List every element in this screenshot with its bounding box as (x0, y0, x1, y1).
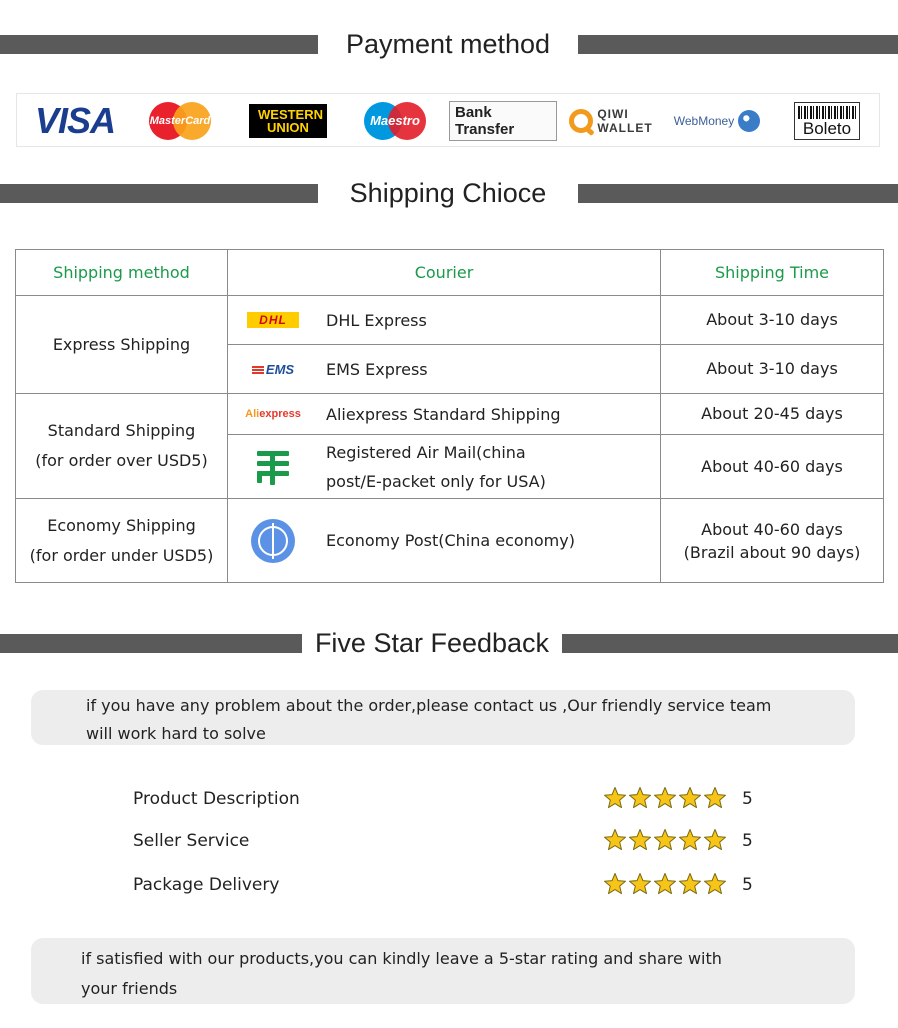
star-icon (628, 828, 652, 852)
air-mail-courier-name (318, 438, 660, 496)
shipping-choice-header (0, 173, 898, 213)
aliexpress-courier-cell (228, 394, 661, 435)
bank-transfer-logo (449, 94, 557, 148)
shipping-table (15, 249, 884, 583)
aliexpress-logo-b: express (259, 408, 301, 420)
boleto-logo (787, 94, 867, 148)
star-icon (678, 786, 702, 810)
table-row (16, 394, 884, 435)
star-icon (653, 872, 677, 896)
header-bar-right (562, 634, 898, 653)
rating-label: Package Delivery (133, 875, 280, 895)
star-icon (678, 828, 702, 852)
contact-note-line2: will work hard to solve (86, 724, 266, 743)
mastercard-logo (147, 94, 213, 148)
rating-stars (603, 828, 728, 854)
payment-logos-strip (16, 93, 880, 147)
star-icon (653, 828, 677, 852)
header-shipping-method: Shipping method (16, 250, 228, 296)
standard-shipping-method (16, 394, 228, 499)
header-bar-right (578, 184, 898, 203)
ems-courier-name: EMS Express (326, 359, 428, 379)
payment-method-title: Payment method (345, 29, 551, 59)
economy-shipping-line1: Economy Shipping (47, 515, 196, 535)
globe-icon (738, 110, 760, 132)
qiwi-wallet-logo (565, 94, 657, 148)
economy-shipping-line2: (for order under USD5) (29, 545, 214, 565)
star-icon (603, 872, 627, 896)
dhl-shipping-time: About 3-10 days (661, 296, 884, 345)
rating-score: 5 (742, 789, 753, 809)
star-icon (603, 828, 627, 852)
aliexpress-courier-name: Aliexpress Standard Shipping (326, 404, 561, 424)
webmoney-logo (667, 94, 767, 148)
rating-label: Product Description (133, 789, 300, 809)
economy-courier-name: Economy Post(China economy) (326, 531, 575, 550)
economy-time-line1: About 40-60 days (701, 519, 843, 539)
dhl-logo: DHL (247, 312, 299, 328)
rating-row (0, 784, 898, 814)
header-shipping-time: Shipping Time (661, 250, 884, 296)
payment-method-header (0, 24, 898, 64)
western-union-logo-text: WESTERN UNION (258, 107, 323, 135)
table-row (16, 296, 884, 345)
ems-courier-cell (228, 345, 661, 394)
star-icon (653, 786, 677, 810)
express-shipping-method: Express Shipping (16, 296, 228, 394)
ems-shipping-time: About 3-10 days (661, 345, 884, 394)
air-mail-name-line1: Registered Air Mail(china (326, 442, 526, 462)
rating-stars (603, 786, 728, 812)
rating-stars (603, 872, 728, 898)
star-icon (628, 872, 652, 896)
air-mail-shipping-time: About 40-60 days (661, 435, 884, 499)
star-icon (703, 872, 727, 896)
maestro-logo (362, 94, 428, 148)
rating-request-note (31, 938, 855, 1004)
aliexpress-shipping-time: About 20-45 days (661, 394, 884, 435)
qiwi-logo-line2: WALLET (597, 121, 653, 135)
aliexpress-logo-a: Ali (245, 408, 260, 420)
economy-shipping-method (16, 499, 228, 583)
five-star-feedback-title: Five Star Feedback (314, 628, 550, 658)
star-icon (703, 786, 727, 810)
qiwi-icon (569, 109, 593, 133)
western-union-logo (245, 94, 331, 148)
boleto-logo-text: Boleto (802, 119, 852, 138)
rating-request-line1: if satisfied with our products,you can kindly leave a 5-star rating and share with (81, 949, 722, 968)
header-bar-right (578, 35, 898, 54)
visa-logo (25, 94, 125, 148)
ems-logo: EMS (252, 362, 294, 377)
rating-row (0, 826, 898, 856)
maestro-logo-text: Maestro (370, 113, 420, 128)
table-row (16, 499, 884, 583)
contact-note-line1: if you have any problem about the order,please contact us ,Our friendly service team (86, 696, 772, 715)
economy-shipping-time (661, 499, 884, 583)
table-header-row (16, 250, 884, 296)
air-mail-name-line2: post/E-packet only for USA) (326, 471, 546, 491)
header-courier: Courier (228, 250, 661, 296)
economy-courier-cell (228, 499, 661, 583)
economy-time-line2: (Brazil about 90 days) (683, 542, 861, 562)
shipping-choice-title: Shipping Chioce (349, 178, 547, 208)
header-bar-left (0, 634, 302, 653)
header-bar-left (0, 184, 318, 203)
star-icon (628, 786, 652, 810)
rating-request-line2: your friends (81, 979, 178, 998)
star-icon (603, 786, 627, 810)
barcode-icon (798, 106, 856, 119)
qiwi-logo-line1: QIWI (597, 107, 629, 121)
rating-label: Seller Service (133, 831, 250, 851)
air-mail-courier-cell (228, 435, 661, 499)
dhl-courier-name: DHL Express (326, 310, 427, 330)
china-post-icon (253, 447, 293, 487)
contact-note (31, 690, 855, 745)
webmoney-logo-text: WebMoney (673, 114, 735, 128)
star-icon (678, 872, 702, 896)
un-emblem-icon (251, 519, 295, 563)
standard-shipping-line1: Standard Shipping (47, 421, 196, 440)
rating-score: 5 (742, 831, 753, 851)
header-bar-left (0, 35, 318, 54)
rating-score: 5 (742, 875, 753, 895)
bank-transfer-logo-text: Bank Transfer (449, 101, 557, 141)
aliexpress-logo (245, 408, 301, 420)
star-icon (703, 828, 727, 852)
five-star-feedback-header (0, 623, 898, 663)
mastercard-logo-text: MasterCard (149, 115, 211, 127)
dhl-courier-cell (228, 296, 661, 345)
standard-shipping-line2: (for order over USD5) (35, 451, 208, 470)
rating-row (0, 870, 898, 900)
visa-logo-text: VISA (34, 100, 116, 141)
